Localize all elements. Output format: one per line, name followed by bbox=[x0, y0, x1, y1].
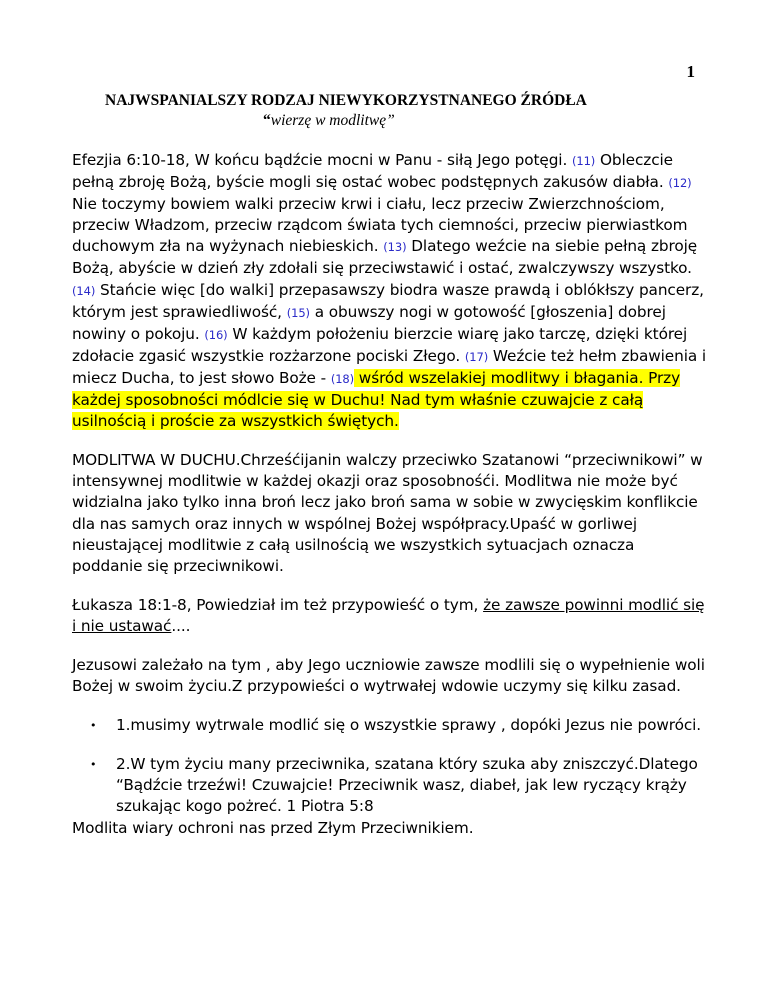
verse-number-15: (15) bbox=[286, 305, 310, 320]
list-item bbox=[72, 754, 708, 817]
list-item-text: 1.musimy wytrwale modlić się o wszystkie sprawy , dopóki Jezus nie powróci. bbox=[116, 716, 702, 735]
page-number: 1 bbox=[686, 62, 695, 81]
verse-number-17: (17) bbox=[464, 349, 489, 364]
verse-text-12: Nie toczymy bowiem walki przeciw krwi i ciału, lecz przeciw Zwierzchnościom, przeciw Władzom, przeciw rządcom świata tych ciemności, przeciw pierwiastkom duchowym zła na wyżynach niebieskich. bbox=[72, 195, 688, 256]
closing-line: Modlita wiary ochroni nas przed Złym Przeciwnikiem. bbox=[72, 818, 474, 837]
verse-text-11: Obleczcie pełną zbroję Bożą, byście mogli się ostać wobec podstępnych zakusów diabła. bbox=[72, 151, 673, 192]
list-item-text: 2.W tym życiu many przeciwnika, szatana który szuka aby zniszczyć.Dlatego “Bądźcie trzeźwi! Czuwajcie! Przeciwnik wasz, diabeł, jak lew ryczący krąży szukając kogo pożreć. 1 Piotra 5:8 bbox=[116, 755, 698, 816]
verse-number-13: (13) bbox=[383, 240, 407, 255]
verse-text-14: Stańcie więc [do walki] przepasawszy biodra wasze prawdą i oblókłszy pancerz, którym jest sprawiedliwość, bbox=[72, 280, 704, 321]
verse-number-18: (18) bbox=[330, 371, 355, 386]
verse-number-11: (11) bbox=[571, 154, 596, 168]
verse-text-16: W każdym położeniu bierzcie wiarę jako tarczę, dzięki której zdołacie zgasić wszystkie rozżarzone pociski Złego. bbox=[72, 324, 688, 365]
verse-number-12: (12) bbox=[668, 176, 692, 191]
luke-tail: .... bbox=[171, 616, 191, 635]
subtitle-open-quote: “ bbox=[263, 112, 271, 129]
verse-number-14: (14) bbox=[72, 283, 96, 298]
verse-number-16: (16) bbox=[204, 327, 228, 342]
highlighted-verse-text: wśród wszelakiej modlitwy i błagania. Przy każdej sposobności módlcie się w Duchu! Nad tym właśnie czuwajcie z całą usilnością i proście za wszystkich świętych. bbox=[72, 368, 681, 431]
list-item bbox=[72, 715, 708, 736]
verse-text-13: Dlatego weźcie na siebie pełną zbroję Bożą, abyście w dzień zły zdołali się przeciwstawić i ostać, zwalczywszy wszystko. bbox=[72, 237, 698, 278]
passage-intro: Efezjia 6:10-18, W końcu bądźcie mocni w Panu - siłą Jego potęgi. bbox=[72, 151, 572, 169]
document-title: NAJWSPANIALSZY RODZAJ NIEWYKORZYSTNANEGO ŹRÓDŁA bbox=[105, 92, 587, 109]
paragraph-jesus: Jezusowi zależało na tym , aby Jego uczniowie zawsze modlili się o wypełnienie woli Bożej w swoim życiu.Z przypowieści o wytrwałej wdowie uczymy się kilku zasad. bbox=[72, 655, 705, 696]
bullet-icon: • bbox=[90, 719, 97, 733]
principles-list bbox=[72, 715, 708, 817]
bullet-icon: • bbox=[90, 758, 97, 772]
verse-text-15: a obuwszy nogi w gotowość [głoszenia] dobrej nowiny o pokoju. bbox=[72, 302, 666, 343]
paragraph-luke bbox=[72, 595, 708, 637]
paragraph-prayer-in-spirit: MODLITWA W DUCHU.Chrześćijanin walczy przeciwko Szatanowi “przeciwnikowi” w intensywnej modlitwie w każdej okazji oraz sposobnośći. Modlitwa nie może być widzialna jako tylko inna broń lecz jako broń sama w sobie w zwycięskim konflikcie dla nas samych oraz innych w wspólnej Bożej współpracy.Upaść w gorliwej nieustającej modlitwie z całą usilnością we wszystkich sytuacjach oznacza poddanie się przeciwnikowi. bbox=[72, 451, 703, 575]
verse-text-17: Weźcie też hełm zbawienia i miecz Ducha, to jest słowo Boże - bbox=[72, 346, 707, 387]
document-subtitle bbox=[263, 112, 395, 130]
scripture-passage bbox=[72, 150, 708, 432]
luke-lead: Łukasza 18:1-8, Powiedział im też przypowieść o tym, bbox=[72, 595, 484, 614]
luke-underlined: że zawsze powinni modlić się i nie ustawać bbox=[72, 595, 705, 635]
document-body bbox=[72, 150, 708, 839]
subtitle-text: wierzę w modlitwę” bbox=[270, 112, 395, 129]
